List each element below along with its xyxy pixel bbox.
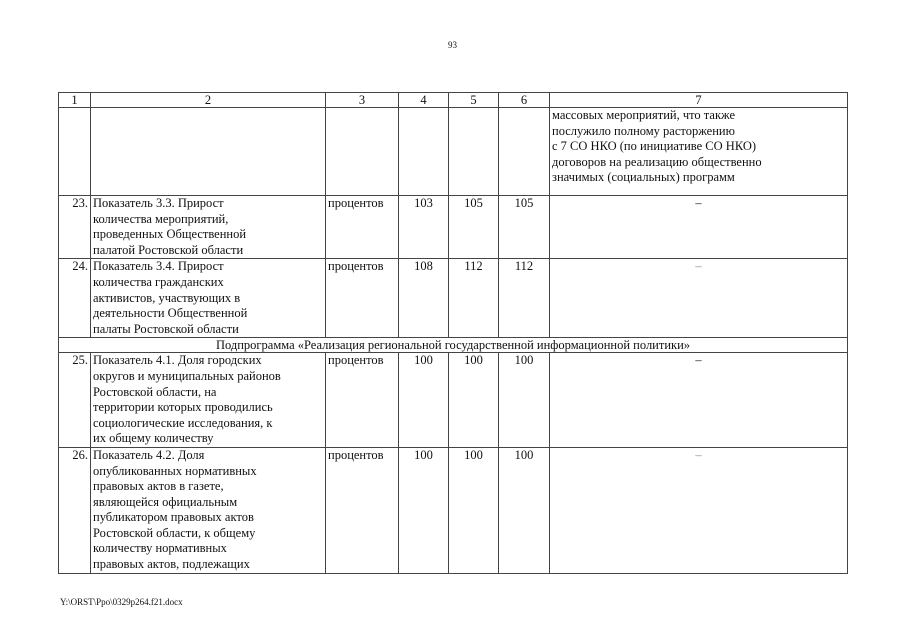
header-col-7: 7 xyxy=(550,93,848,108)
row-number: 26. xyxy=(59,447,91,573)
footer-file-path: Y:\ORST\Ppo\0329p264.f21.docx xyxy=(60,597,183,607)
cell-empty xyxy=(59,108,91,196)
subprogram-row xyxy=(59,338,848,353)
table-row xyxy=(59,196,848,259)
header-col-2: 2 xyxy=(91,93,326,108)
continuation-row xyxy=(59,108,848,196)
indicator-description: Показатель 3.3. Прирост количества мероприятий, проведенных Общественной палатой Ростовской области xyxy=(91,196,326,259)
row-number: 25. xyxy=(59,353,91,448)
cell-empty xyxy=(499,108,550,196)
cell-empty xyxy=(399,108,449,196)
value-col-6: 112 xyxy=(499,259,550,338)
unit-cell: процентов xyxy=(326,353,399,448)
cell-empty xyxy=(326,108,399,196)
value-col-4: 103 xyxy=(399,196,449,259)
cell-empty xyxy=(91,108,326,196)
table-row xyxy=(59,259,848,338)
header-col-1: 1 xyxy=(59,93,91,108)
page-number: 93 xyxy=(448,40,457,50)
note-cell: – xyxy=(550,259,848,338)
table-row xyxy=(59,447,848,573)
table-row xyxy=(59,353,848,448)
indicator-description: Показатель 3.4. Прирост количества гражданских активистов, участвующих в деятельности Общественной палаты Ростовской области xyxy=(91,259,326,338)
value-col-5: 112 xyxy=(449,259,499,338)
indicator-description: Показатель 4.1. Доля городских округов и муниципальных районов Ростовской области, на территории которых проводились социологические исследования, к их общему количеству xyxy=(91,353,326,448)
note-cell: – xyxy=(550,447,848,573)
row-number: 24. xyxy=(59,259,91,338)
value-col-5: 100 xyxy=(449,447,499,573)
header-col-6: 6 xyxy=(499,93,550,108)
unit-cell: процентов xyxy=(326,259,399,338)
value-col-6: 105 xyxy=(499,196,550,259)
row-number: 23. xyxy=(59,196,91,259)
note-cell: – xyxy=(550,196,848,259)
value-col-4: 100 xyxy=(399,447,449,573)
header-row xyxy=(59,93,848,108)
header-col-3: 3 xyxy=(326,93,399,108)
note-cell: – xyxy=(550,353,848,448)
subprogram-title: Подпрограмма «Реализация региональной государственной информационной политики» xyxy=(59,338,848,353)
value-col-4: 100 xyxy=(399,353,449,448)
header-col-5: 5 xyxy=(449,93,499,108)
unit-cell: процентов xyxy=(326,447,399,573)
header-col-4: 4 xyxy=(399,93,449,108)
continuation-note: массовых мероприятий, что также послужило полному расторжению с 7 СО НКО (по инициативе СО НКО) договоров на реализацию общественно значимых (социальных) программ xyxy=(550,108,848,196)
value-col-6: 100 xyxy=(499,447,550,573)
cell-empty xyxy=(449,108,499,196)
unit-cell: процентов xyxy=(326,196,399,259)
indicator-description: Показатель 4.2. Доля опубликованных нормативных правовых актов в газете, являющейся официальным публикатором правовых актов Ростовской области, к общему количеству нормативных правовых актов, подлежащих xyxy=(91,447,326,573)
indicators-table xyxy=(58,92,848,574)
value-col-5: 100 xyxy=(449,353,499,448)
value-col-4: 108 xyxy=(399,259,449,338)
value-col-6: 100 xyxy=(499,353,550,448)
value-col-5: 105 xyxy=(449,196,499,259)
